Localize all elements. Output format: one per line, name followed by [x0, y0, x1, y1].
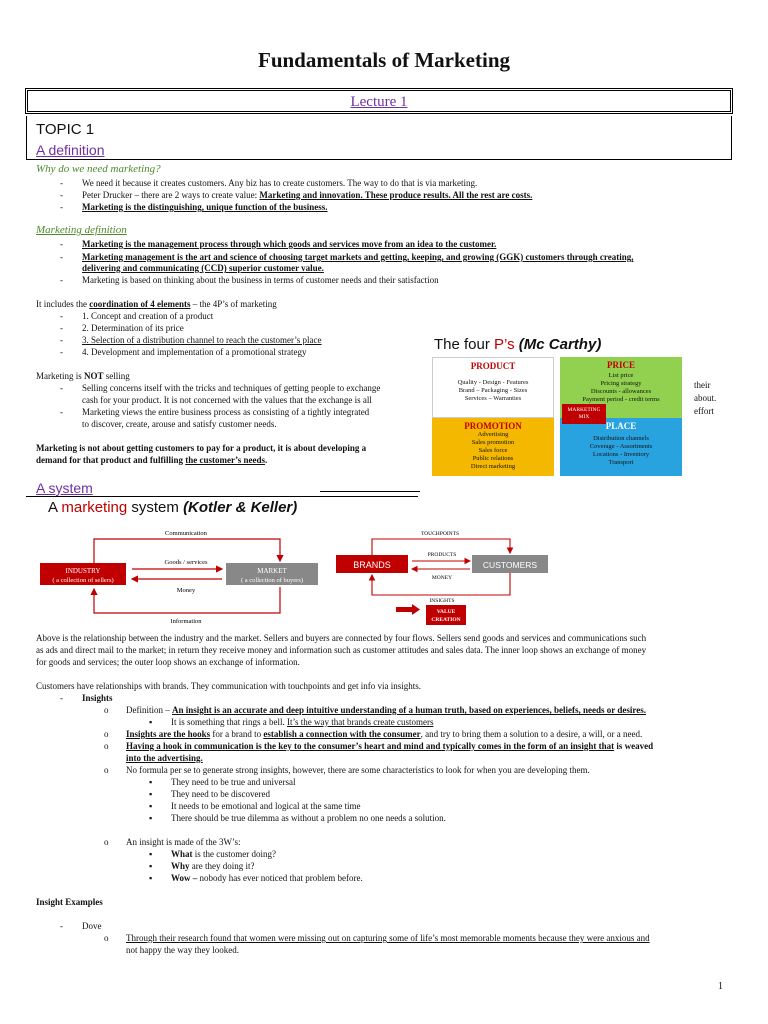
bullet-dash: -	[60, 335, 63, 345]
products-label: PRODUCTS	[427, 552, 457, 558]
insights-label: INSIGHTS	[429, 598, 455, 604]
goods-label: Goods / services	[164, 559, 208, 566]
square-bullet: ▪	[149, 777, 153, 787]
market-sublabel: ( a collection of buyers)	[240, 577, 304, 584]
includes-item-1: 1. Concept and creation of a product	[82, 311, 214, 321]
marketing-definition-heading: Marketing definition	[36, 224, 127, 236]
lecture-banner	[25, 88, 733, 114]
square-bullet: ▪	[149, 789, 153, 799]
information-label: Information	[170, 618, 202, 625]
circle-bullet: o	[104, 837, 109, 847]
four-ps-place: PLACE Distribution channels Coverage - Assortments Locations - Inventory Transport	[560, 418, 682, 476]
square-bullet: ▪	[149, 813, 153, 823]
side-word-their: their	[694, 380, 711, 390]
system-figure-title: A marketing system (Kotler & Keller)	[48, 499, 298, 516]
mdef-item-1: Marketing is the management process through which goods and services move from an idea to the customer.	[82, 239, 497, 249]
document-title: Fundamentals of Marketing	[258, 48, 510, 72]
three-w-why: Why are they doing it?	[171, 861, 255, 871]
characteristic-2: They need to be discovered	[171, 789, 270, 799]
side-word-about: about.	[694, 393, 717, 403]
includes-item-2: 2. Determination of its price	[82, 323, 184, 333]
circle-bullet: o	[104, 741, 109, 751]
why-heading: Why do we need marketing?	[36, 163, 161, 175]
above-para-line-2: as ads and direct mail to the market; in return they receive money and information such as customer attitudes and sales data. The inner loop shows an exchange of money	[36, 645, 647, 655]
marketing-mix-center: MARKETING MIX	[562, 404, 606, 424]
dove-line-2: not happy the way they looked.	[126, 945, 239, 955]
square-bullet: ▪	[149, 801, 153, 811]
characteristic-3: It needs to be emotional and logical at the same time	[171, 801, 361, 811]
market-label: MARKET	[257, 567, 287, 575]
bullet-dash: -	[60, 239, 63, 249]
system-heading: A system	[36, 480, 93, 496]
topic-heading: TOPIC 1	[36, 121, 95, 138]
four-ps-promotion: PROMOTION Advertising Sales promotion Sales force Public relations Direct marketing	[432, 418, 554, 476]
insight-having: Having a hook in communication is the key to the consumer’s heart and mind and typically comes in the form of an insight that is weaved	[126, 741, 654, 751]
bullet-dash: -	[60, 190, 63, 200]
square-bullet: ▪	[149, 861, 153, 871]
bullet-dash: -	[60, 693, 63, 703]
selling-item-1: Selling concerns itself with the tricks and techniques of getting people to exchange	[82, 383, 381, 393]
industry-market-diagram	[36, 525, 336, 630]
divider	[26, 496, 418, 497]
bold-para-line-1: Marketing is not about getting customers to pay for a product, it is about developing a	[36, 443, 367, 453]
insight-hooks: Insights are the hooks for a brand to establish a connection with the consumer, and try to bring them a solution to a desire, a will, or a need.	[126, 729, 643, 739]
square-bullet: ▪	[149, 849, 153, 859]
characteristic-4: There should be true dilemma as without a problem no one needs a solution.	[171, 813, 446, 823]
value-label: VALUE	[436, 609, 456, 615]
insight-bell: It is something that rings a bell. It’s the way that brands create customers	[171, 717, 434, 727]
creation-label: CREATION	[431, 617, 461, 623]
bullet-dash: -	[60, 202, 63, 212]
above-para-line-1: Above is the relationship between the industry and the market. Sellers and buyers are connected by four flows. Sellers send goods and services and communications such	[36, 633, 647, 643]
customers-label: CUSTOMERS	[482, 560, 538, 570]
circle-bullet: o	[104, 933, 109, 943]
mdef-item-2: Marketing management is the art and science of choosing target markets and getting, keeping, and growing (GGK) customers through creating,	[82, 252, 634, 262]
touchpoints-label: TOUCHPOINTS	[420, 531, 460, 537]
dove-line-1: Through their research found that women were missing out on capturing some of life’s most memorable moments because they were anxious and	[126, 933, 650, 943]
mdef-item-2-cont: delivering and communicating (CCD) superior customer value.	[82, 263, 324, 273]
bullet-dash: -	[60, 275, 63, 285]
square-bullet: ▪	[149, 873, 153, 883]
square-bullet: ▪	[149, 717, 153, 727]
circle-bullet: o	[104, 705, 109, 715]
money-label: Money	[176, 587, 196, 594]
money-label-2: MONEY	[431, 575, 453, 581]
selling-item-2: Marketing views the entire business process as consisting of a tightly integrated	[82, 407, 370, 417]
bullet-dash: -	[60, 323, 63, 333]
why-item-1: We need it because it creates customers. Any biz has to create customers. The way to do that is via marketing.	[82, 178, 478, 188]
industry-label: INDUSTRY	[65, 567, 101, 575]
definition-heading: A definition	[36, 142, 105, 158]
page-number: 1	[718, 981, 723, 992]
three-w-wow: Wow – nobody has ever noticed that problem before.	[171, 873, 363, 883]
why-item-2: Peter Drucker – there are 2 ways to create value: Marketing and innovation. These produce results. All the rest are costs.	[82, 190, 533, 200]
side-word-effort: effort	[694, 406, 714, 416]
why-item-3: Marketing is the distinguishing, unique function of the business.	[82, 202, 328, 212]
brands-label: BRANDS	[353, 560, 391, 570]
industry-sublabel: ( a collection of sellers)	[52, 577, 114, 584]
includes-item-4: 4. Development and implementation of a promotional strategy	[82, 347, 307, 357]
bullet-dash: -	[60, 252, 63, 262]
insight-examples-heading: Insight Examples	[36, 897, 103, 907]
mdef-item-3: Marketing is based on thinking about the business in terms of customer needs and their satisfaction	[82, 275, 439, 285]
insight-made-of: An insight is made of the 3W’s:	[126, 837, 241, 847]
topic-box	[26, 116, 732, 160]
insight-formula: No formula per se to generate strong insights, however, there are some characteristics to look for when you are developing them.	[126, 765, 590, 775]
bullet-dash: -	[60, 383, 63, 393]
includes-item-3: 3. Selection of a distribution channel to reach the customer’s place	[82, 335, 322, 345]
characteristic-1: They need to be true and universal	[171, 777, 296, 787]
four-ps-title: The four P’s (Mc Carthy)	[434, 336, 602, 353]
bullet-dash: -	[60, 921, 63, 931]
not-selling-line: Marketing is NOT selling	[36, 371, 130, 381]
value-arrow-head	[412, 604, 420, 615]
circle-bullet: o	[104, 729, 109, 739]
bold-para-line-2: demand for that product and fulfilling the customer’s needs.	[36, 455, 268, 465]
divider	[320, 491, 420, 492]
customers-para: Customers have relationships with brands. They communication with touchpoints and get info via insights.	[36, 681, 422, 691]
includes-line: It includes the coordination of 4 elements – the 4P’s of marketing	[36, 299, 277, 309]
four-ps-product: PRODUCT Quality - Design - Features Brand – Packaging - Sizes Services – Warranties	[432, 357, 554, 418]
three-w-what: What is the customer doing?	[171, 849, 276, 859]
above-para-line-3: for goods and services; the outer loop shows an exchange of information.	[36, 657, 300, 667]
lecture-label: Lecture 1	[350, 94, 408, 110]
four-ps-price: PRICE List price Pricing strategy Discounts - allowances Payment period - credit terms	[560, 357, 682, 418]
bullet-dash: -	[60, 311, 63, 321]
selling-item-1-cont: cash for your product. It is not concerned with the values that the exchange is all	[82, 395, 372, 405]
brands-customers-diagram	[330, 525, 560, 630]
insights-label-heading: Insights	[82, 693, 113, 703]
insight-having-cont: into the advertising.	[126, 753, 203, 763]
selling-item-2-cont: to discover, create, arouse and satisfy customer needs.	[82, 419, 277, 429]
bullet-dash: -	[60, 347, 63, 357]
insight-definition: Definition – An insight is an accurate and deep intuitive understanding of a human truth, based on experiences, beliefs, needs or desires.	[126, 705, 646, 715]
bullet-dash: -	[60, 407, 63, 417]
communication-label: Communication	[165, 530, 207, 537]
dove-label: Dove	[82, 921, 102, 931]
bullet-dash: -	[60, 178, 63, 188]
circle-bullet: o	[104, 765, 109, 775]
value-arrow-shaft	[396, 607, 412, 612]
